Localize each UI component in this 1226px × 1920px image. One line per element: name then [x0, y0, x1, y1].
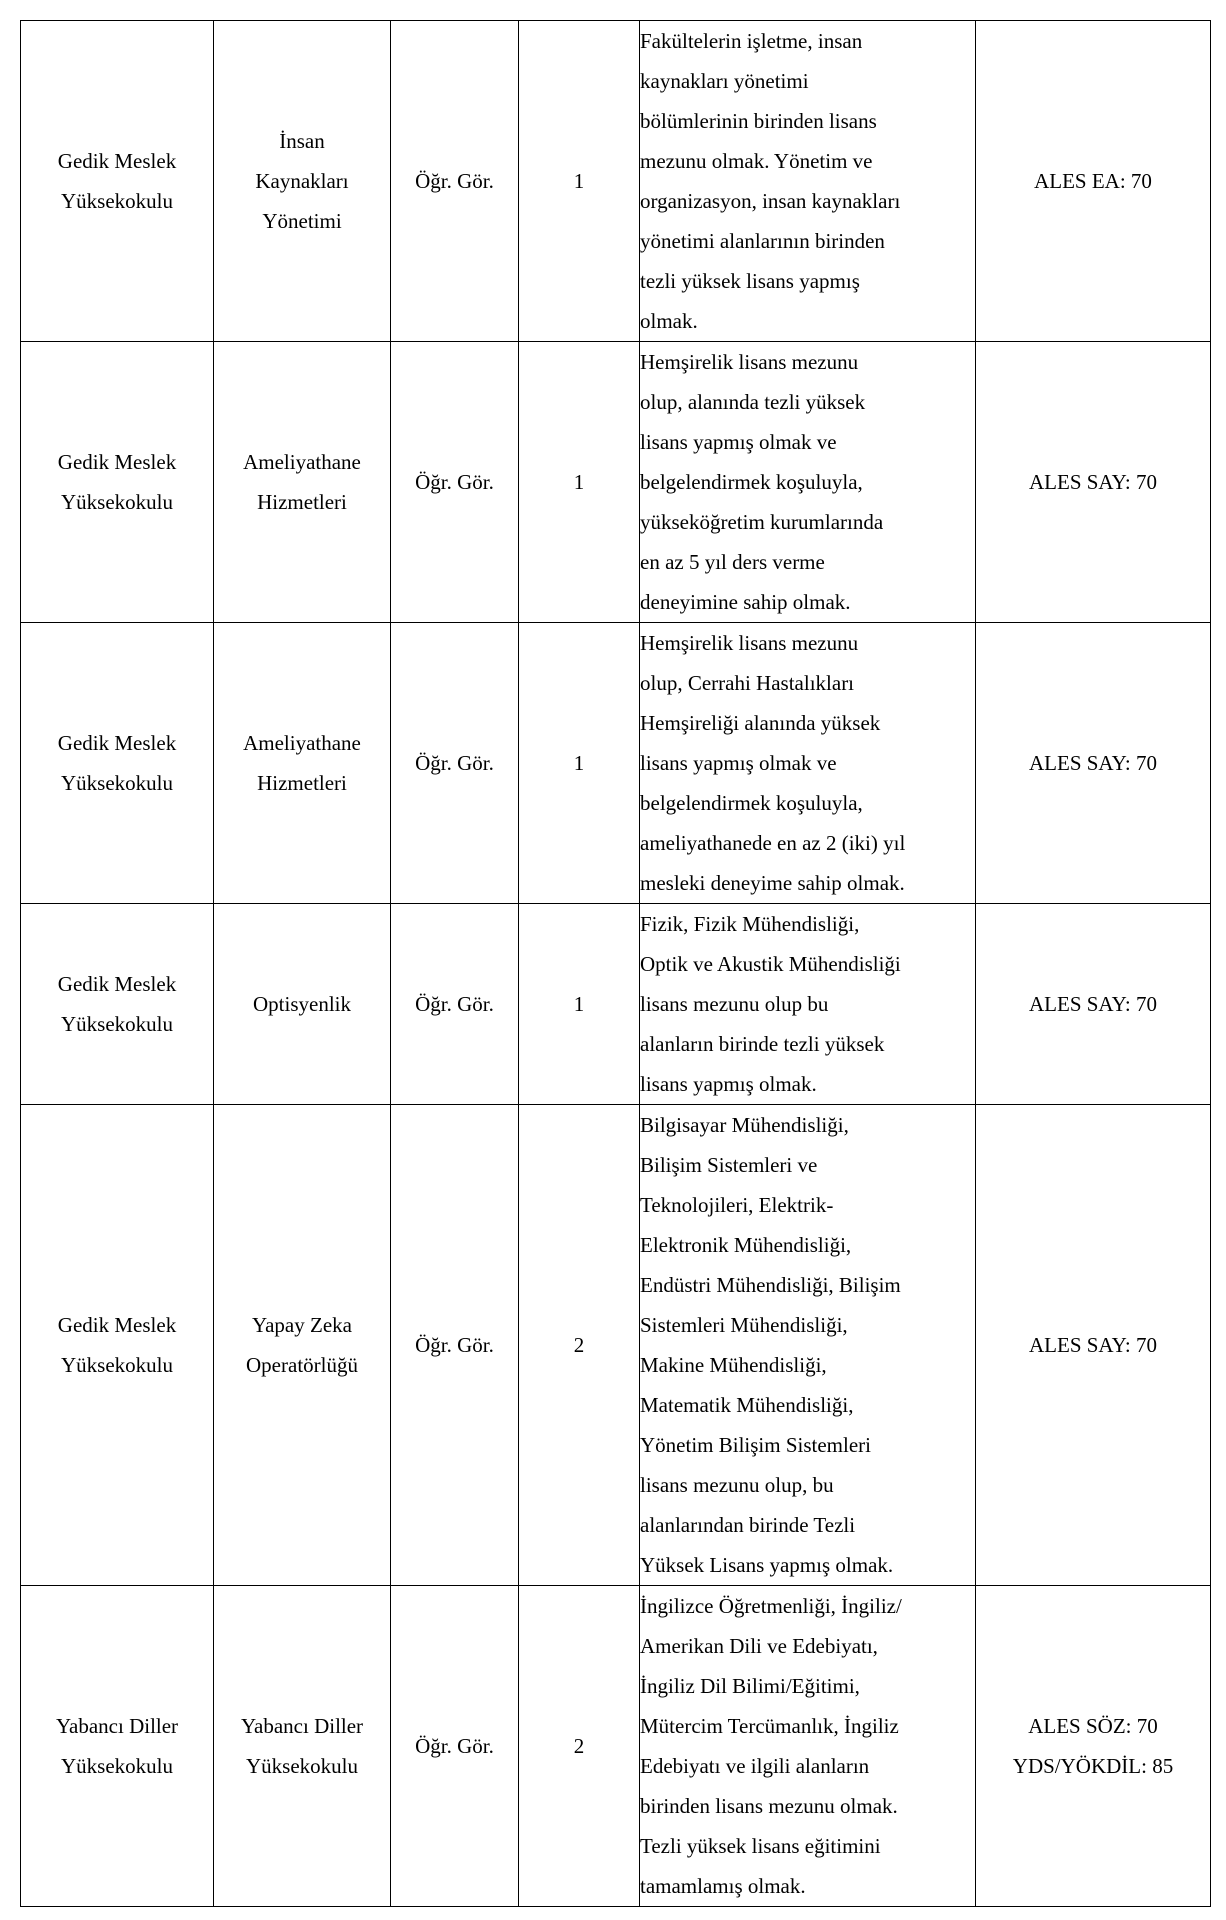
requirement-line: Fizik, Fizik Mühendisliği, [640, 912, 860, 936]
program-line: Hizmetleri [257, 771, 347, 795]
requirement-line: lisans mezunu olup, bu [640, 1473, 834, 1497]
title-cell: Öğr. Gör. [391, 904, 519, 1105]
title-cell: Öğr. Gör. [391, 21, 519, 342]
exam-line: ALES EA: 70 [1034, 169, 1152, 193]
unit-line: Yüksekokulu [61, 490, 173, 514]
program-cell [214, 21, 391, 342]
title-cell: Öğr. Gör. [391, 623, 519, 904]
exam-line: ALES SAY: 70 [1029, 751, 1157, 775]
requirement-line: olup, alanında tezli yüksek [640, 390, 866, 414]
requirement-line: kaynakları yönetimi [640, 69, 809, 93]
count-cell: 1 [519, 623, 640, 904]
unit-line: Gedik Meslek [57, 972, 177, 996]
exam-cell [976, 21, 1211, 342]
requirement-line: belgelendirmek koşuluyla, [640, 470, 863, 494]
unit-cell [21, 21, 214, 342]
requirement-line: ameliyathanede en az 2 (iki) yıl [640, 831, 906, 855]
requirement-line: en az 5 yıl ders verme [640, 550, 825, 574]
exam-cell [976, 342, 1211, 623]
requirement-line: Yüksek Lisans yapmış olmak. [640, 1553, 894, 1577]
requirement-line: Fakültelerin işletme, insan [640, 29, 863, 53]
positions-table-body [21, 21, 1211, 1907]
exam-cell [976, 1105, 1211, 1586]
table-row [21, 342, 1211, 623]
requirement-line: Optik ve Akustik Mühendisliği [640, 952, 901, 976]
requirement-line: Bilgisayar Mühendisliği, [640, 1113, 849, 1137]
program-line: Yönetimi [262, 209, 342, 233]
requirement-line: lisans mezunu olup bu [640, 992, 829, 1016]
unit-line: Gedik Meslek [57, 1313, 177, 1337]
exam-line: ALES SÖZ: 70 [1028, 1714, 1158, 1738]
requirements-cell [640, 342, 976, 623]
requirement-line: Mütercim Tercümanlık, İngiliz [640, 1714, 899, 1738]
unit-line: Yüksekokulu [61, 189, 173, 213]
requirement-line: lisans yapmış olmak ve [640, 430, 837, 454]
program-cell [214, 904, 391, 1105]
exam-line: ALES SAY: 70 [1029, 992, 1157, 1016]
unit-cell [21, 904, 214, 1105]
requirement-line: deneyimine sahip olmak. [640, 590, 851, 614]
unit-line: Yüksekokulu [61, 771, 173, 795]
requirement-line: Elektronik Mühendisliği, [640, 1233, 852, 1257]
requirement-line: belgelendirmek koşuluyla, [640, 791, 863, 815]
requirement-line: Teknolojileri, Elektrik- [640, 1193, 834, 1217]
requirement-line: Matematik Mühendisliği, [640, 1393, 854, 1417]
requirement-line: Endüstri Mühendisliği, Bilişim [640, 1273, 901, 1297]
requirement-line: lisans yapmış olmak ve [640, 751, 837, 775]
unit-line: Gedik Meslek [57, 450, 177, 474]
program-line: Optisyenlik [253, 992, 351, 1016]
title-cell: Öğr. Gör. [391, 1105, 519, 1586]
unit-line: Yabancı Diller [55, 1714, 179, 1738]
requirement-line: olup, Cerrahi Hastalıkları [640, 671, 855, 695]
program-cell [214, 342, 391, 623]
requirements-cell [640, 21, 976, 342]
requirement-line: Tezli yüksek lisans eğitimini [640, 1834, 881, 1858]
title-cell: Öğr. Gör. [391, 342, 519, 623]
requirements-cell [640, 1105, 976, 1586]
requirement-line: İngilizce Öğretmenliği, İngiliz/ [640, 1594, 902, 1618]
program-line: İnsan [279, 129, 325, 153]
unit-cell [21, 1586, 214, 1907]
requirement-line: Hemşireliği alanında yüksek [640, 711, 881, 735]
requirements-cell [640, 1586, 976, 1907]
requirement-line: tezli yüksek lisans yapmış [640, 269, 860, 293]
requirement-line: alanların birinde tezli yüksek [640, 1032, 885, 1056]
exam-line: YDS/YÖKDİL: 85 [1012, 1754, 1174, 1778]
table-row [21, 904, 1211, 1105]
program-line: Kaynakları [255, 169, 349, 193]
requirement-line: mesleki deneyime sahip olmak. [640, 871, 905, 895]
requirement-line: Yönetim Bilişim Sistemleri [640, 1433, 871, 1457]
table-row [21, 1586, 1211, 1907]
requirement-line: alanlarından birinde Tezli [640, 1513, 856, 1537]
requirement-line: Hemşirelik lisans mezunu [640, 631, 859, 655]
count-cell: 1 [519, 21, 640, 342]
program-cell [214, 1105, 391, 1586]
title-cell: Öğr. Gör. [391, 1586, 519, 1907]
requirement-line: Hemşirelik lisans mezunu [640, 350, 859, 374]
requirement-line: organizasyon, insan kaynakları [640, 189, 901, 213]
unit-cell [21, 1105, 214, 1586]
requirement-line: Amerikan Dili ve Edebiyatı, [640, 1634, 878, 1658]
requirement-line: olmak. [640, 309, 698, 333]
table-row [21, 21, 1211, 342]
program-line: Yapay Zeka [252, 1313, 352, 1337]
program-line: Hizmetleri [257, 490, 347, 514]
count-cell: 1 [519, 342, 640, 623]
requirements-cell [640, 904, 976, 1105]
unit-cell [21, 623, 214, 904]
program-line: Yüksekokulu [246, 1754, 358, 1778]
count-cell: 2 [519, 1105, 640, 1586]
exam-cell [976, 904, 1211, 1105]
unit-line: Gedik Meslek [57, 731, 177, 755]
exam-line: ALES SAY: 70 [1029, 470, 1157, 494]
program-line: Yabancı Diller [240, 1714, 364, 1738]
unit-line: Gedik Meslek [57, 149, 177, 173]
count-cell: 2 [519, 1586, 640, 1907]
requirement-line: yönetimi alanlarının birinden [640, 229, 885, 253]
count-cell: 1 [519, 904, 640, 1105]
program-cell [214, 1586, 391, 1907]
requirements-cell [640, 623, 976, 904]
exam-cell [976, 623, 1211, 904]
program-cell [214, 623, 391, 904]
exam-line: ALES SAY: 70 [1029, 1333, 1157, 1357]
requirement-line: Edebiyatı ve ilgili alanların [640, 1754, 870, 1778]
requirement-line: İngiliz Dil Bilimi/Eğitimi, [640, 1674, 860, 1698]
positions-table [20, 20, 1211, 1907]
unit-line: Yüksekokulu [61, 1353, 173, 1377]
exam-cell [976, 1586, 1211, 1907]
program-line: Ameliyathane [243, 731, 361, 755]
requirement-line: Bilişim Sistemleri ve [640, 1153, 818, 1177]
unit-line: Yüksekokulu [61, 1012, 173, 1036]
program-line: Ameliyathane [243, 450, 361, 474]
requirement-line: yükseköğretim kurumlarında [640, 510, 884, 534]
table-row [21, 623, 1211, 904]
unit-cell [21, 342, 214, 623]
table-row [21, 1105, 1211, 1586]
requirement-line: birinden lisans mezunu olmak. [640, 1794, 898, 1818]
unit-line: Yüksekokulu [61, 1754, 173, 1778]
requirement-line: tamamlamış olmak. [640, 1874, 806, 1898]
requirement-line: lisans yapmış olmak. [640, 1072, 817, 1096]
program-line: Operatörlüğü [246, 1353, 358, 1377]
requirement-line: Sistemleri Mühendisliği, [640, 1313, 848, 1337]
requirement-line: mezunu olmak. Yönetim ve [640, 149, 873, 173]
requirement-line: bölümlerinin birinden lisans [640, 109, 877, 133]
requirement-line: Makine Mühendisliği, [640, 1353, 827, 1377]
